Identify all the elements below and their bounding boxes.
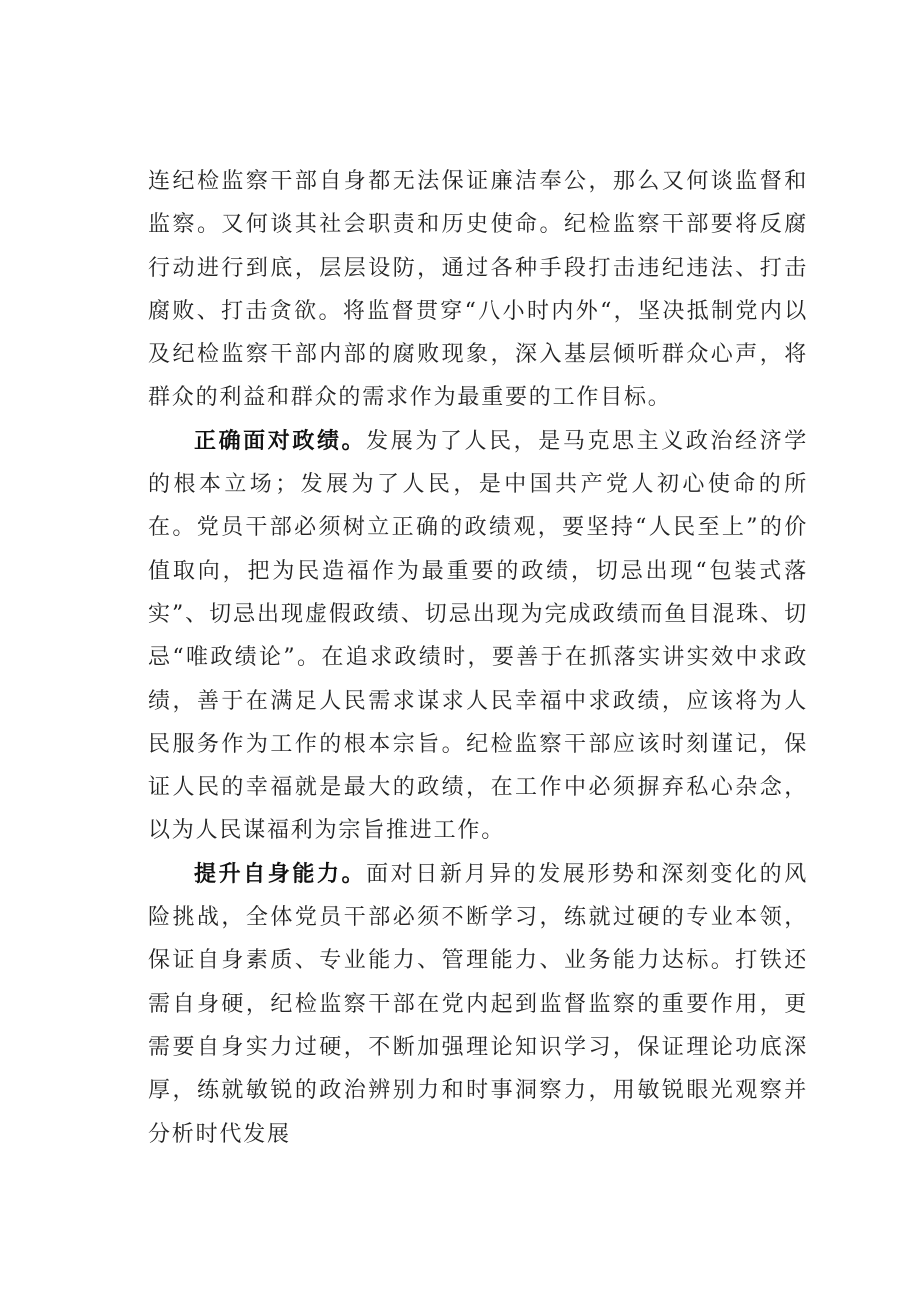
document-body [148,160,808,1156]
paragraph-heading: 提升自身能力。 [194,860,367,887]
paragraph-text: 连纪检监察干部自身都无法保证廉洁奉公，那么又何谈监督和监察。又何谈其社会职责和历史使命。纪检监察干部要将反腐行动进行到底，层层设防，通过各种手段打击违纪违法、打击腐败、打击贪欲。将监督贯穿“八小时内外“，坚决抵制党内以及纪检监察干部内部的腐败现象，深入基层倾听群众心声，将群众的利益和群众的需求作为最重要的工作目标。 [148,169,808,411]
paragraph-self-ability [148,853,808,1156]
paragraph-text: 面对日新月异的发展形势和深刻变化的风险挑战，全体党员干部必须不断学习，练就过硬的专业本领，保证自身素质、专业能力、管理能力、业务能力达标。打铁还需自身硬，纪检监察干部在党内起到监督监察的重要作用，更需要自身实力过硬，不断加强理论知识学习，保证理论功底深厚，练就敏锐的政治辨别力和时事洞察力，用敏锐眼光观察并分析时代发展 [148,861,808,1147]
paragraph-political-achievements [148,420,808,853]
paragraph-text: 发展为了人民，是马克思主义政治经济学的根本立场；发展为了人民，是中国共产党人初心使命的所在。党员干部必须树立正确的政绩观，要坚持“人民至上”的价值取向，把为民造福作为最重要的政绩，切忌出现“包装式落实”、切忌出现虚假政绩、切忌出现为完成政绩而鱼目混珠、切忌“唯政绩论”。在追求政绩时，要善于在抓落实讲实效中求政绩，善于在满足人民需求谋求人民幸福中求政绩，应该将为人民服务作为工作的根本宗旨。纪检监察干部应该时刻谨记，保证人民的幸福就是最大的政绩，在工作中必须摒弃私心杂念，以为人民谋福利为宗旨推进工作。 [148,428,808,844]
paragraph-heading: 正确面对政绩。 [194,427,367,454]
paragraph-continuation [148,160,808,420]
